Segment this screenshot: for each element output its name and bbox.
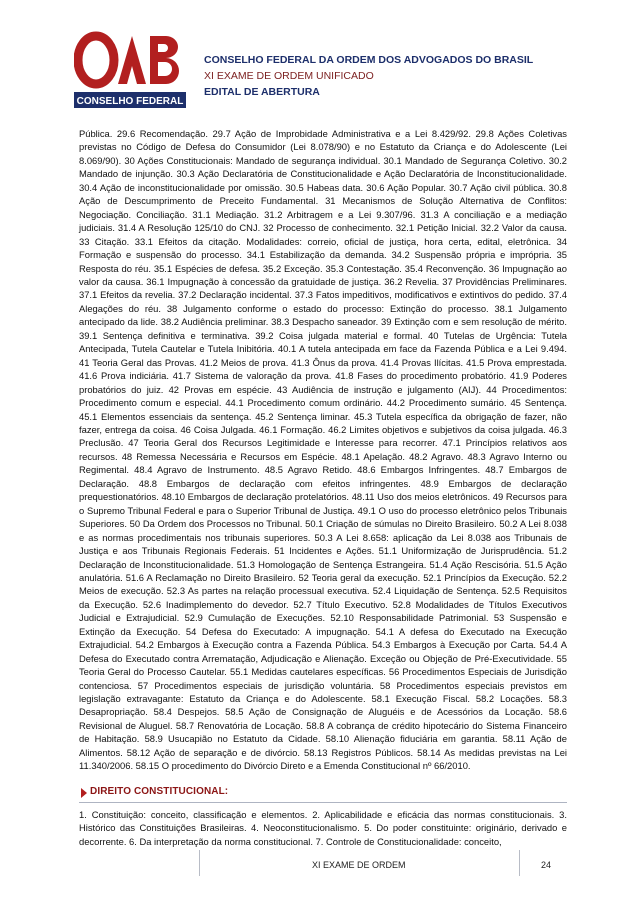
oab-logo <box>74 22 186 110</box>
oab-logo-icon <box>74 22 186 110</box>
header-text <box>204 52 533 100</box>
footer-label: XI EXAME DE ORDEM <box>312 860 406 870</box>
constitutional-paragraph: 1. Constituição: conceito, classificação e elementos. 2. Aplicabilidade e eficácia das normas constitucionais. 3. Histórico das Constituições Brasileiras. 4. Neoconstitucionalismo. 5. Do poder constituinte: originário, derivado e decorrente. 6. Da interpretação da norma constitucional. 7. Controle de Constitucionalidade: conceito, <box>79 808 567 847</box>
header-title: CONSELHO FEDERAL DA ORDEM DOS ADVOGADOS DO BRASIL <box>204 54 534 66</box>
header-subtitle: XI EXAME DE ORDEM UNIFICADO <box>204 70 374 82</box>
document-body <box>79 127 567 848</box>
page-number: 24 <box>541 860 552 870</box>
section-heading <box>79 785 567 803</box>
footer-divider <box>199 850 200 876</box>
section-title: DIREITO CONSTITUCIONAL: <box>90 785 229 797</box>
logo-subtitle: CONSELHO FEDERAL <box>76 96 184 107</box>
header-document-type: EDITAL DE ABERTURA <box>204 86 320 98</box>
page-header <box>74 22 574 112</box>
page-footer <box>0 850 638 880</box>
syllabus-paragraph: Pública. 29.6 Recomendação. 29.7 Ação de Improbidade Administrativa e a Lei 8.429/92. 29.8 Ações Coletivas previstas no Código de Defesa do Consumidor (Lei 8.078/90) e no Estatuto da Criança e do Adolescente (Lei 8.069/90). 30 Ações Constitucionais: Mandado de segurança individual. 30.1 Mandado de Segurança Coletivo. 30.2 Mandado de injunção. 30.3 Ação Declaratória de Constitucionalidade e Ação Declaratória de Inconstitucionalidade. 30.4 Ação de inconstitucionalidade por omissão. 30.5 Habeas data. 30.6 Ação Popular. 30.7 Ação civil pública. 30.8 Ação de Descumprimento de Preceito Fundamental. 31 Mecanismos de Solução Alternativa de Conflitos: Negociação. Conciliação. 31.1 Mediação. 31.2 Arbitragem e a Lei 9.307/96. 31.3 A conciliação e a mediação judiciais. 31.4 A Resolução 125/10 do CNJ. 32 Processo de conhecimento. 32.1 Petição Inicial. 32.2 Valor da causa. 33 Citação. 33.1 Efeitos da citação. Modalidades: correio, oficial de justiça, hora certa, edital, eletrônica. 34 Formação e suspensão do processo. 34.1 Estabilização da demanda. 34.2 Suspensão própria e imprópria. 35 Resposta do réu. 35.1 Espécies de defesa. 35.2 Exceção. 35.3 Contestação. 35.4 Reconvenção. 36 Impugnação ao valor da causa. 36.1 Impugnação à concessão da gratuidade de justiça. 36.2 Revelia. 37 Providências Preliminares. 37.1 Efeitos da revelia. 37.2 Declaração incidental. 37.3 Fatos impeditivos, modificativos e extintivos do pedido. 37.4 Alegações do réu. 38 Julgamento conforme o estado do processo: Extinção do processo. 38.1 Julgamento antecipado da lide. 38.2 Audiência preliminar. 38.3 Despacho saneador. 39 Extinção com e sem resolução de mérito. 39.1 Sentença definitiva e terminativa. 39.2 Coisa julgada material e formal. 40 Tutelas de Urgência: Tutela Antecipada, Tutela Cautelar e Tutela Inibitória. 40.1 A tutela antecipada em face da Fazenda Pública e a Lei 9.494. 41 Teoria Geral das Provas. 41.2 Meios de prova. 41.3 Ônus da prova. 41.4 Provas Ilícitas. 41.5 Prova emprestada. 41.6 Prova indiciária. 41.7 Sistema de valoração da prova. 41.8 Fases do procedimento probatório. 41.9 Poderes probatórios do juiz. 42 Provas em espécie. 43 Audiência de instrução e julgamento (AIJ). 44 Procedimentos: Procedimento comum e especial. 44.1 Procedimento comum ordinário. 44.2 Procedimento sumário. 45 Sentença. 45.1 Elementos essenciais da sentença. 45.2 Sentença liminar. 45.3 Tutela específica da obrigação de fazer, não fazer, entrega da coisa. 46 Coisa Julgada. 46.1 Formação. 46.2 Limites objetivos e subjetivos da coisa julgada. 46.3 Preclusão. 47 Teoria Geral dos Recursos Legitimidade e Interesse para recorrer. 47.1 Princípios relativos aos recursos. 48 Remessa Necessária e Recursos em Espécie. 48.1 Apelação. 48.2 Agravo. 48.3 Agravo Interno ou Regimental. 48.4 Agravo de Instrumento. 48.5 Agravo Retido. 48.6 Embargos Infringentes. 48.7 Embargos de Declaração. 48.8 Embargos de declaração com efeitos infringentes. 48.9 Embargos de declaração prequestionatórios. 48.10 Embargos de declaração protelatórios. 48.11 Uso dos meios eletrônicos. 49 Recursos para o Supremo Tribunal Federal e para o Superior Tribunal de Justiça. 49.1 O uso do processo eletrônico pelos Tribunais Superiores. 50 Da Ordem dos Processos no Tribunal. 50.1 Criação de súmulas no Direito Brasileiro. 50.2 A Lei 8.038 e as normas procedimentais nos tribunais superiores. 50.3 A Lei 8.658: aplicação da Lei 8.038 aos Tribunais de Justiça e aos Tribunais Regionais Federais. 51 Incidentes e Ações. 51.1 Uniformização de Jurisprudência. 51.2 Declaração de Inconstitucionalidade. 51.3 Homologação de Sentença Estrangeira. 51.4 Ação Rescisória. 51.5 Ação anulatória. 51.6 A Reclamação no Direito Brasileiro. 52 Teoria geral da execução. 52.1 Princípios da Execução. 52.2 Meios de execução. 52.3 As partes na relação processual executiva. 52.4 Liquidação de Sentença. 52.5 Requisitos da Execução. 52.6 Inadimplemento do devedor. 52.7 Título Executivo. 52.8 Modalidades de Títulos Executivos Judicial e Extrajudicial. 52.9 Cumulação de Execuções. 52.10 Responsabilidade Patrimonial. 53 Suspensão e Extinção da Execução. 54 Defesa do Executado: A impugnação. 54.1 A defesa do Executado na Execução Extrajudicial. 54.2 Embargos à Execução contra a Fazenda Pública. 54.3 Embargos à Execução por Carta. 54.4 A Defesa do Executado contra Arrematação, Adjudicação e Alienação. Exceção ou Objeção de Pré-Executividade. 55 Teoria Geral do Processo Cautelar. 55.1 Medidas cautelares específicas. 56 Procedimentos Especiais de Jurisdição contenciosa. 57 Procedimentos especiais de jurisdição voluntária. 58 Procedimentos especiais previstos em legislação extravagante: Estatuto da Criança e do Adolescente. 58.1 Execução Fiscal. 58.2 Locações. 58.3 Desapropriação. 58.4 Despejos. 58.5 Ação de Consignação de Aluguéis e de Acessórios da Locação. 58.6 Revisional de Aluguel. 58.7 Renovatória de Locação. 58.8 A cobrança de crédito hipotecário do Sistema Financeiro de Habitação. 58.9 Usucapião no Estatuto da Cidade. 58.10 Alienação fiduciária em garantia. 58.11 Ação de Alimentos. 58.12 Ação de separação e de divórcio. 58.13 Registros Públicos. 58.14 As medidas previstas na Lei 11.340/2006. 58.15 O procedimento do Divórcio Direto e a Emenda Constitucional nº 66/2010. <box>79 128 567 772</box>
footer-divider <box>519 850 520 876</box>
triangle-marker-icon <box>81 788 87 798</box>
